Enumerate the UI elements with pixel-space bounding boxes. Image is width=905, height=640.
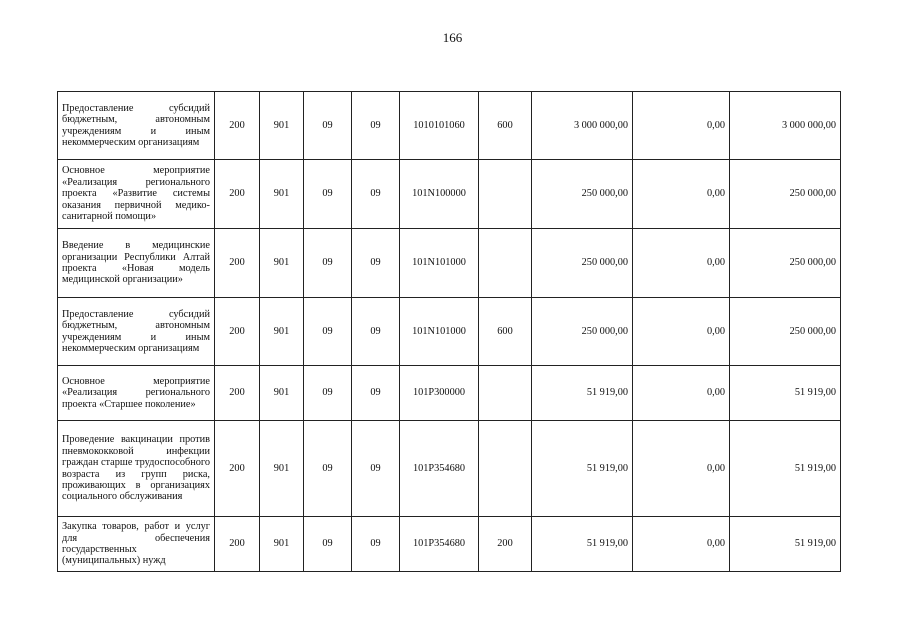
target-article: 101N101000	[400, 298, 479, 366]
code-4: 09	[352, 160, 400, 229]
code-1: 200	[215, 160, 260, 229]
expense-type	[479, 366, 532, 421]
code-3: 09	[304, 421, 352, 517]
code-1: 200	[215, 92, 260, 160]
page-number: 166	[442, 30, 463, 45]
code-3: 09	[304, 160, 352, 229]
code-2: 901	[260, 421, 304, 517]
amount-1: 250 000,00	[532, 160, 633, 229]
amount-2: 0,00	[633, 92, 730, 160]
row-description: Основное мероприятие «Реализация регионального проекта «Старшее поколение»	[58, 366, 215, 421]
amount-1: 51 919,00	[532, 517, 633, 572]
code-2: 901	[260, 298, 304, 366]
target-article: 1010101060	[400, 92, 479, 160]
amount-1: 51 919,00	[532, 366, 633, 421]
amount-3: 250 000,00	[730, 298, 841, 366]
code-2: 901	[260, 229, 304, 298]
row-description: Основное мероприятие «Реализация регионального проекта «Развитие системы оказания первичной медико-санитарной помощи»	[58, 160, 215, 229]
amount-3: 51 919,00	[730, 421, 841, 517]
row-description: Предоставление субсидий бюджетным, автономным учреждениям и иным некоммерческим организациям	[58, 92, 215, 160]
amount-3: 250 000,00	[730, 229, 841, 298]
code-3: 09	[304, 298, 352, 366]
target-article: 101N101000	[400, 229, 479, 298]
code-4: 09	[352, 298, 400, 366]
table-row	[58, 421, 841, 517]
code-4: 09	[352, 421, 400, 517]
amount-2: 0,00	[633, 366, 730, 421]
expense-type	[479, 421, 532, 517]
amount-1: 3 000 000,00	[532, 92, 633, 160]
code-1: 200	[215, 517, 260, 572]
amount-1: 250 000,00	[532, 229, 633, 298]
amount-1: 51 919,00	[532, 421, 633, 517]
code-4: 09	[352, 366, 400, 421]
amount-3: 250 000,00	[730, 160, 841, 229]
expense-type: 600	[479, 92, 532, 160]
row-description: Проведение вакцинации против пневмококковой инфекции граждан старше трудоспособного возраста из групп риска, проживающих в организациях социального обслуживания	[58, 421, 215, 517]
code-1: 200	[215, 421, 260, 517]
target-article: 101P300000	[400, 366, 479, 421]
expense-type	[479, 229, 532, 298]
amount-2: 0,00	[633, 229, 730, 298]
table-row	[58, 92, 841, 160]
amount-2: 0,00	[633, 160, 730, 229]
table-row	[58, 517, 841, 572]
row-description: Закупка товаров, работ и услуг для обеспечения государственных (муниципальных) нужд	[58, 517, 215, 572]
table-row	[58, 160, 841, 229]
code-3: 09	[304, 92, 352, 160]
code-4: 09	[352, 92, 400, 160]
table-row	[58, 298, 841, 366]
row-description: Предоставление субсидий бюджетным, автономным учреждениям и иным некоммерческим организациям	[58, 298, 215, 366]
code-2: 901	[260, 517, 304, 572]
target-article: 101P354680	[400, 421, 479, 517]
expense-type	[479, 160, 532, 229]
amount-3: 3 000 000,00	[730, 92, 841, 160]
code-1: 200	[215, 366, 260, 421]
row-description: Введение в медицинские организации Республики Алтай проекта «Новая модель медицинской организации»	[58, 229, 215, 298]
code-4: 09	[352, 229, 400, 298]
code-3: 09	[304, 229, 352, 298]
code-3: 09	[304, 517, 352, 572]
amount-2: 0,00	[633, 517, 730, 572]
amount-1: 250 000,00	[532, 298, 633, 366]
code-1: 200	[215, 229, 260, 298]
code-1: 200	[215, 298, 260, 366]
amount-2: 0,00	[633, 421, 730, 517]
expense-type: 200	[479, 517, 532, 572]
table-row	[58, 366, 841, 421]
target-article: 101N100000	[400, 160, 479, 229]
code-2: 901	[260, 366, 304, 421]
code-2: 901	[260, 92, 304, 160]
amount-3: 51 919,00	[730, 517, 841, 572]
code-3: 09	[304, 366, 352, 421]
budget-table	[57, 91, 841, 572]
target-article: 101P354680	[400, 517, 479, 572]
code-4: 09	[352, 517, 400, 572]
table-row	[58, 229, 841, 298]
amount-3: 51 919,00	[730, 366, 841, 421]
amount-2: 0,00	[633, 298, 730, 366]
expense-type: 600	[479, 298, 532, 366]
code-2: 901	[260, 160, 304, 229]
